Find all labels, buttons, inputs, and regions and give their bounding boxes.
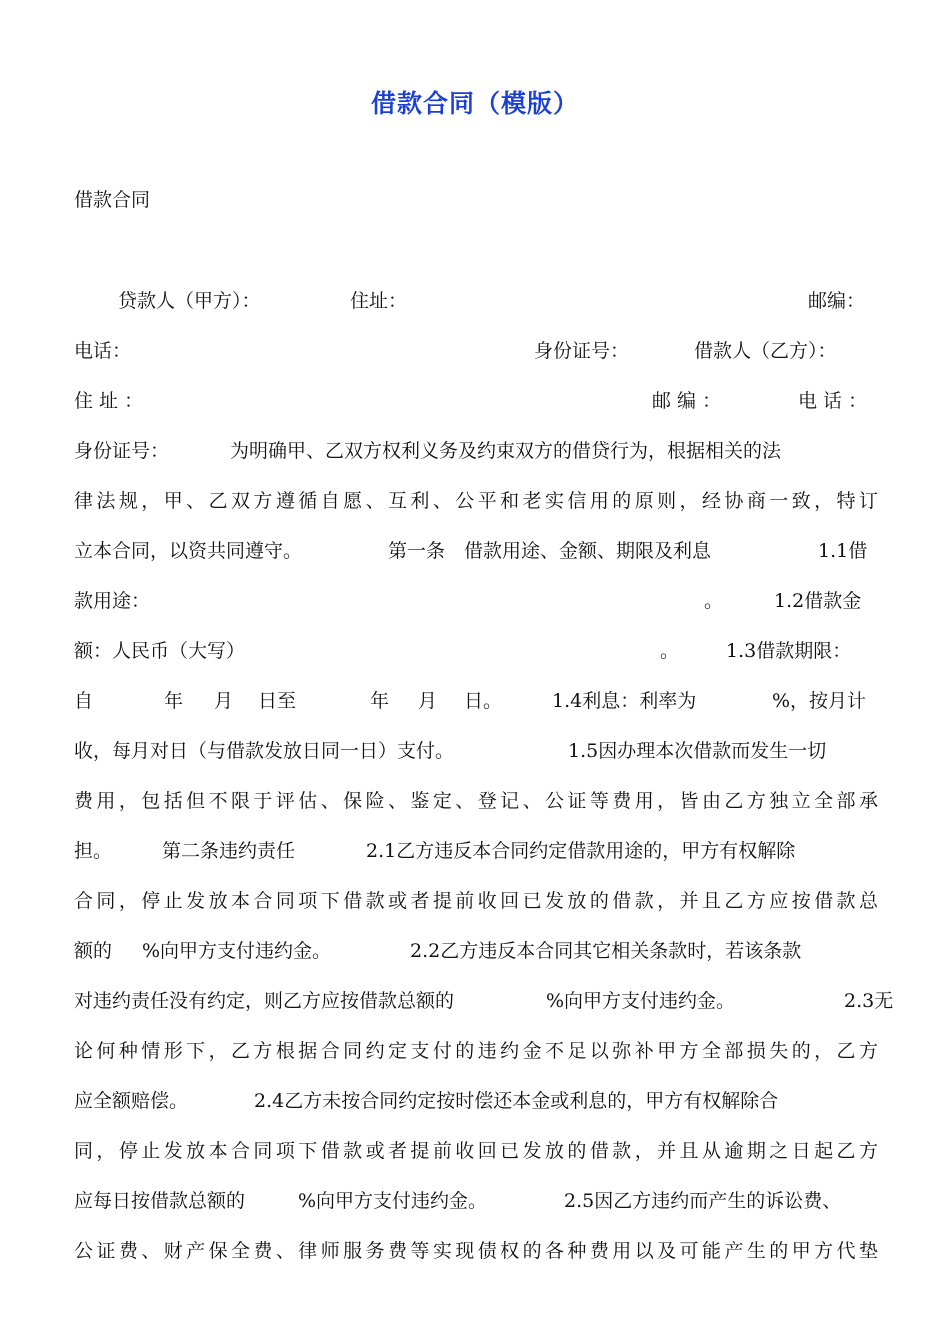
contract-text-segment: 收，每月对日（与借款发放日同一日）支付。 (74, 740, 455, 762)
contract-line (74, 686, 878, 718)
contract-text-segment: 2.3无 (844, 990, 894, 1012)
contract-line (74, 536, 878, 568)
contract-line (74, 586, 878, 618)
contract-line (74, 1136, 882, 1168)
document-heading: 借款合同 (74, 189, 151, 211)
contract-line (74, 1186, 878, 1218)
contract-line (74, 936, 878, 968)
contract-text-segment: 论何种情形下，乙方根据合同约定支付的违约金不足以弥补甲方全部损失的，乙方 (74, 1040, 882, 1062)
contract-line (74, 736, 878, 768)
contract-text-segment: 额：人民币（大写） (74, 640, 246, 662)
contract-text-segment: 住 址 ： (74, 390, 144, 412)
contract-text-segment: 贷款人（甲方）： (118, 290, 261, 312)
contract-text-segment: 费用，包括但不限于评估、保险、鉴定、登记、公证等费用，皆由乙方独立全部承 (74, 790, 882, 812)
contract-text-segment: 。 (660, 640, 680, 662)
contract-text-segment: 合同，停止发放本合同项下借款或者提前收回已发放的借款，并且乙方应按借款总 (74, 890, 882, 912)
contract-text-segment: 身份证号： (534, 340, 630, 362)
contract-text-segment: 1.1借 (818, 540, 868, 562)
contract-line (74, 1036, 882, 1068)
contract-text-segment: 电 话 ： (798, 390, 868, 412)
contract-text-segment: 第一条 借款用途、金额、期限及利息 (388, 540, 712, 562)
contract-line (74, 336, 878, 368)
contract-line (74, 436, 878, 468)
contract-line (74, 486, 882, 518)
contract-text-segment: %，按月计 (772, 690, 867, 712)
contract-line (74, 886, 882, 918)
contract-text-segment: %向甲方支付违约金。 (298, 1190, 488, 1212)
contract-text-segment: 担。 (74, 840, 113, 862)
contract-text-segment: 对违约责任没有约定，则乙方应按借款总额的 (74, 990, 455, 1012)
contract-text-segment: 律法规，甲、乙双方遵循自愿、互利、公平和老实信用的原则，经协商一致，特订 (74, 490, 882, 512)
contract-text-segment: 日至 (258, 690, 297, 712)
contract-text-segment: 邮 编 ： (652, 390, 722, 412)
contract-text-segment: 2.2乙方违反本合同其它相关条款时，若该条款 (410, 940, 802, 962)
contract-line (74, 1236, 882, 1268)
contract-text-segment: 第二条违约责任 (162, 840, 296, 862)
contract-text-segment: 电话： (74, 340, 132, 362)
contract-text-segment: 。 (704, 590, 724, 612)
contract-text-segment: 1.2借款金 (774, 590, 862, 612)
contract-text-segment: 月 (418, 690, 438, 712)
contract-text-segment: 1.5因办理本次借款而发生一切 (568, 740, 827, 762)
contract-line (74, 986, 894, 1018)
document-title: 借款合同（模版） (370, 89, 579, 118)
contract-text-segment: 日。 (464, 690, 503, 712)
contract-text-segment: 年 (370, 690, 390, 712)
contract-text-segment: 立本合同，以资共同遵守。 (74, 540, 303, 562)
contract-text-segment: 年 (164, 690, 184, 712)
contract-text-segment: %向甲方支付违约金。 (546, 990, 736, 1012)
contract-text-segment: 为明确甲、乙双方权利义务及约束双方的借贷行为，根据相关的法 (230, 440, 782, 462)
contract-line (74, 1086, 878, 1118)
contract-text-segment: 额的 (74, 940, 113, 962)
contract-line (74, 786, 882, 818)
contract-text-segment: 月 (214, 690, 234, 712)
contract-line (74, 636, 878, 668)
contract-text-segment: 自 (74, 690, 94, 712)
contract-text-segment: 1.3借款期限： (726, 640, 852, 662)
contract-line (74, 286, 878, 318)
contract-text-segment: 应每日按借款总额的 (74, 1190, 246, 1212)
contract-text-segment: 身份证号： (74, 440, 170, 462)
contract-text-segment: 公证费、财产保全费、律师服务费等实现债权的各种费用以及可能产生的甲方代垫 (74, 1240, 882, 1262)
contract-text-segment: 同，停止发放本合同项下借款或者提前收回已发放的借款，并且从逾期之日起乙方 (74, 1140, 882, 1162)
contract-line (74, 836, 878, 868)
contract-text-segment: 借款人（乙方）： (694, 340, 837, 362)
contract-text-segment: 2.4乙方未按合同约定按时偿还本金或利息的，甲方有权解除合 (254, 1090, 779, 1112)
contract-text-segment: %向甲方支付违约金。 (142, 940, 332, 962)
contract-text-segment: 应全额赔偿。 (74, 1090, 189, 1112)
contract-text-segment: 1.4利息：利率为 (552, 690, 697, 712)
contract-text-segment: 2.1乙方违反本合同约定借款用途的，甲方有权解除 (366, 840, 796, 862)
contract-text-segment: 2.5因乙方违约而产生的诉讼费、 (564, 1190, 842, 1212)
contract-text-segment: 款用途： (74, 590, 151, 612)
contract-line (74, 386, 878, 418)
contract-text-segment: 邮编： (808, 290, 866, 312)
contract-text-segment: 住址： (350, 290, 408, 312)
